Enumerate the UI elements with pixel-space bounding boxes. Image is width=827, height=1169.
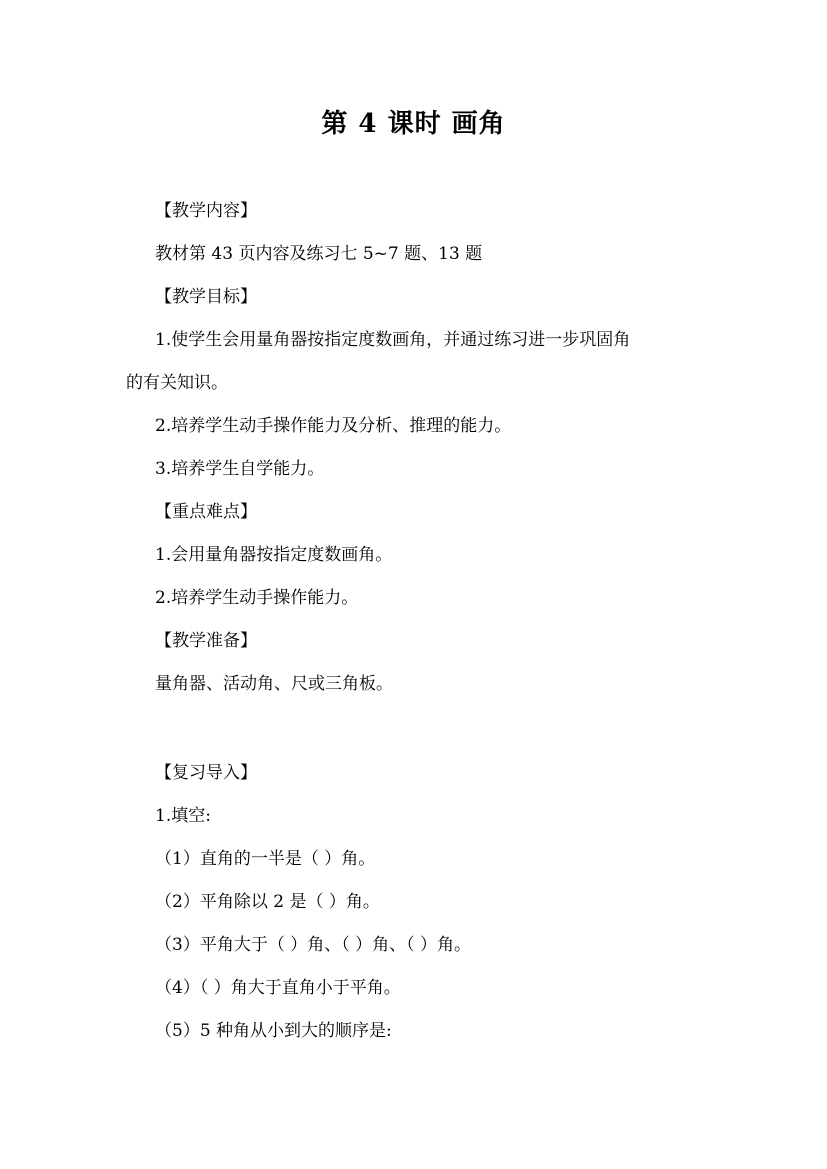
section-heading-teaching-goals: 【教学目标】	[155, 287, 257, 307]
preparation-materials: 量角器、活动角、尺或三角板。	[155, 674, 393, 694]
section-heading-preparation: 【教学准备】	[155, 631, 257, 651]
section-heading-review-intro: 【复习导入】	[155, 763, 257, 783]
key-point-2: 2.培养学生动手操作能力。	[155, 588, 359, 608]
section-heading-key-points: 【重点难点】	[155, 502, 257, 522]
exercise-fill-blank-heading: 1.填空:	[155, 806, 211, 826]
goal-1-line-1: 1.使学生会用量角器按指定度数画角，并通过练习进一步巩固角	[155, 330, 631, 350]
exercise-item-4: （4）（ ）角大于直角小于平角。	[155, 978, 401, 998]
paragraph-textbook-pages: 教材第 43 页内容及练习七 5~7 题、13 题	[155, 244, 483, 264]
exercise-item-3: （3）平角大于（ ）角、（ ）角、（ ）角。	[155, 935, 472, 955]
lesson-title: 第 4 课时 画角	[321, 109, 506, 139]
exercise-item-1: （1）直角的一半是（ ）角。	[155, 849, 376, 869]
section-heading-teaching-content: 【教学内容】	[155, 201, 257, 221]
exercise-item-5: （5）5 种角从小到大的顺序是:	[155, 1021, 392, 1041]
key-point-1: 1.会用量角器按指定度数画角。	[155, 545, 393, 565]
goal-2: 2.培养学生动手操作能力及分析、推理的能力。	[155, 416, 512, 436]
goal-1-line-2: 的有关知识。	[126, 373, 228, 393]
goal-3: 3.培养学生自学能力。	[155, 459, 325, 479]
exercise-item-2: （2）平角除以 2 是（ ）角。	[155, 892, 380, 912]
